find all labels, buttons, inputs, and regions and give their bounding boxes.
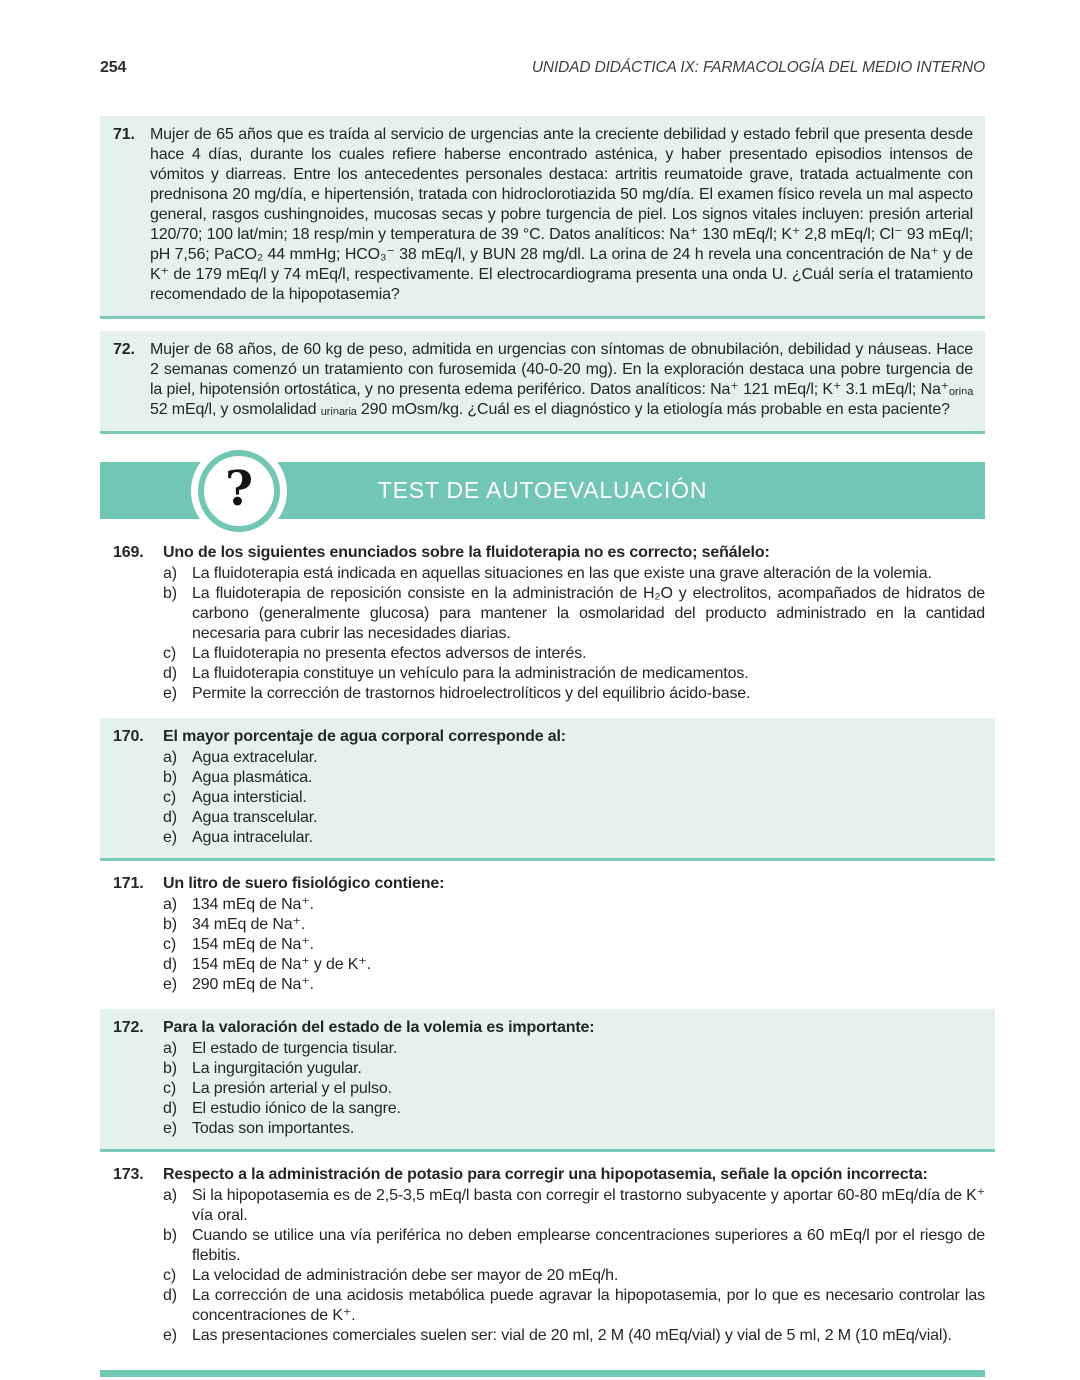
- option-letter: e): [163, 1120, 177, 1137]
- page-number: 254: [100, 59, 127, 76]
- option-letter: d): [163, 1287, 177, 1304]
- question-body: [163, 543, 985, 704]
- option-row: [163, 788, 985, 808]
- option-letter: c): [163, 1267, 177, 1284]
- option-letter: a): [163, 749, 177, 766]
- option-letter: b): [163, 585, 177, 602]
- question-number: 169.: [113, 544, 144, 561]
- option-text: Agua intracelular.: [192, 829, 313, 846]
- option-letter: c): [163, 789, 177, 806]
- option-text: Agua plasmática.: [192, 769, 313, 786]
- question-row: [113, 340, 973, 420]
- option-letter: a): [163, 1187, 177, 1204]
- option-text: La fluidoterapia está indicada en aquellas situaciones en las que existe una grave alteración de la volemia.: [192, 565, 932, 582]
- footer-rule: [100, 1370, 985, 1377]
- option-text: La fluidoterapia no presenta efectos adversos de interés.: [192, 645, 587, 662]
- case-question-71: [100, 116, 985, 319]
- case-question-72: [100, 331, 985, 434]
- self-test-banner: [100, 462, 985, 519]
- question-number: 172.: [113, 1019, 144, 1036]
- option-row: [163, 684, 985, 704]
- question-stem: El mayor porcentaje de agua corporal corresponde al:: [163, 728, 566, 745]
- question-mark-glyph: ?: [225, 460, 253, 517]
- test-question-170: [100, 718, 995, 861]
- option-letter: a): [163, 565, 177, 582]
- option-row: [163, 1226, 985, 1266]
- option-text: Agua intersticial.: [192, 789, 307, 806]
- option-text: La fluidoterapia constituye un vehículo para la administración de medicamentos.: [192, 665, 749, 682]
- option-text: Agua extracelular.: [192, 749, 318, 766]
- option-row: [163, 975, 985, 995]
- option-text: Las presentaciones comerciales suelen ser: vial de 20 ml, 2 M (40 mEq/vial) y vial de 5 ml, 2 M (10 mEq/vial).: [192, 1327, 952, 1344]
- option-text: La fluidoterapia de reposición consiste en la administración de H₂O y electrolitos, acompañados de hidratos de carbono (generalmente glucosa) para mantener la osmolaridad del producto administrado en la cantidad necesaria para cubrir las necesidades diarias.: [192, 585, 985, 642]
- question-body: [163, 874, 985, 995]
- option-row: [163, 1059, 985, 1079]
- option-letter: b): [163, 1060, 177, 1077]
- option-text: Cuando se utilice una vía periférica no deben emplearse concentraciones superiores a 60 mEq/l por el riesgo de flebitis.: [192, 1227, 985, 1264]
- option-text: La ingurgitación yugular.: [192, 1060, 362, 1077]
- option-row: [163, 935, 985, 955]
- question-row: [113, 125, 973, 305]
- option-letter: c): [163, 645, 177, 662]
- banner-title: TEST DE AUTOEVALUACIÓN: [377, 477, 708, 503]
- option-text: La presión arterial y el pulso.: [192, 1080, 392, 1097]
- option-text: Si la hipopotasemia es de 2,5-3,5 mEq/l basta con corregir el trastorno subyacente y aportar 60-80 mEq/día de K⁺ vía oral.: [192, 1187, 985, 1224]
- option-letter: c): [163, 1080, 177, 1097]
- option-text: La velocidad de administración debe ser mayor de 20 mEq/h.: [192, 1267, 619, 1284]
- question-number: 71.: [113, 126, 135, 143]
- option-row: [163, 808, 985, 828]
- option-row: [163, 768, 985, 788]
- option-row: [163, 664, 985, 684]
- option-text: 34 mEq de Na⁺.: [192, 916, 306, 933]
- option-row: [163, 1099, 985, 1119]
- option-text: El estudio iónico de la sangre.: [192, 1100, 401, 1117]
- option-text: Agua transcelular.: [192, 809, 318, 826]
- option-row: [163, 828, 985, 848]
- option-text: Todas son importantes.: [192, 1120, 355, 1137]
- option-letter: e): [163, 1327, 177, 1344]
- option-row: [163, 1186, 985, 1226]
- question-number: 171.: [113, 875, 144, 892]
- test-question-172: [100, 1009, 995, 1152]
- option-row: [163, 895, 985, 915]
- question-stem: Respecto a la administración de potasio para corregir una hipopotasemia, señale la opción incorrecta:: [163, 1166, 928, 1183]
- page-header: [100, 58, 985, 78]
- option-row: [163, 955, 985, 975]
- option-letter: e): [163, 976, 177, 993]
- option-text: Permite la corrección de trastornos hidroelectrolíticos y del equilibrio ácido-base.: [192, 685, 751, 702]
- question-text: Mujer de 68 años, de 60 kg de peso, admitida en urgencias con síntomas de obnubilación, debilidad y náuseas. Hace 2 semanas comenzó un tratamiento con furosemida (40-0-20 mg). En la exploración destaca una pobre turgencia de la piel, hipotensión ortostática, y no presenta edema periférico. Datos analíticos: Na⁺ 121 mEq/l; K⁺ 3.1 mEq/l; Na⁺ₒᵣᵢₙₐ 52 mEq/l, y osmolalidad ᵤᵣᵢₙₐᵣᵢₐ 290 mOsm/kg. ¿Cuál es el diagnóstico y la etiología más probable en esta paciente?: [150, 341, 973, 418]
- test-question-171: [100, 874, 985, 995]
- option-row: [163, 915, 985, 935]
- option-text: 134 mEq de Na⁺.: [192, 896, 314, 913]
- option-letter: d): [163, 665, 177, 682]
- option-row: [163, 1039, 985, 1059]
- question-text: Mujer de 65 años que es traída al servicio de urgencias ante la creciente debilidad y estado febril que presenta desde hace 4 días, durante los cuales refiere haberse encontrado asténica, y haber presentado episodios intensos de vómitos y diarreas. Entre los antecedentes personales destaca: artritis reumatoide grave, tratada actualmente con prednisona 20 mg/día, e hipertensión, tratada con hidroclorotiazida 50 mg/día. El examen físico revela un mal aspecto general, rasgos cushingnoides, mucosas secas y pobre turgencia de piel. Los signos vitales incluyen: presión arterial 120/70; 100 lat/min; 18 resp/min y temperatura de 39 °C. Datos analíticos: Na⁺ 130 mEq/l; K⁺ 2,8 mEq/l; Cl⁻ 93 mEq/l; pH 7,56; PaCO₂ 44 mmHg; HCO₃⁻ 38 mEq/l, y BUN 28 mg/dl. La orina de 24 h revela una concentración de Na⁺ y de K⁺ de 179 mEq/l y 74 mEq/l, respectivamente. El electrocardiograma presenta una onda U. ¿Cuál sería el tratamiento recomendado de la hipopotasemia?: [150, 126, 973, 303]
- test-question-169: [100, 543, 985, 704]
- option-row: [163, 1286, 985, 1326]
- question-body: [163, 1018, 985, 1139]
- option-letter: e): [163, 829, 177, 846]
- option-row: [163, 564, 985, 584]
- option-row: [163, 1326, 985, 1346]
- option-letter: c): [163, 936, 177, 953]
- option-letter: d): [163, 1100, 177, 1117]
- question-mark-icon: [198, 450, 280, 532]
- running-title: UNIDAD DIDÁCTICA IX: FARMACOLOGÍA DEL MEDIO INTERNO: [531, 59, 985, 76]
- option-text: 154 mEq de Na⁺ y de K⁺.: [192, 956, 371, 973]
- option-letter: a): [163, 1040, 177, 1057]
- question-body: [163, 727, 985, 848]
- option-row: [163, 644, 985, 664]
- question-stem: Para la valoración del estado de la volemia es importante:: [163, 1019, 595, 1036]
- option-letter: b): [163, 769, 177, 786]
- option-letter: d): [163, 809, 177, 826]
- option-text: La corrección de una acidosis metabólica puede agravar la hipopotasemia, por lo que es necesario controlar las concentraciones de K⁺.: [192, 1287, 985, 1324]
- question-stem: Uno de los siguientes enunciados sobre la fluidoterapia no es correcto; señálelo:: [163, 544, 770, 561]
- question-number: 170.: [113, 728, 144, 745]
- question-number: 72.: [113, 341, 135, 358]
- option-letter: b): [163, 1227, 177, 1244]
- question-stem: Un litro de suero fisiológico contiene:: [163, 875, 445, 892]
- option-letter: b): [163, 916, 177, 933]
- option-row: [163, 584, 985, 644]
- test-question-173: [100, 1165, 985, 1346]
- option-text: 154 mEq de Na⁺.: [192, 936, 314, 953]
- option-row: [163, 748, 985, 768]
- question-number: 173.: [113, 1166, 144, 1183]
- option-row: [163, 1119, 985, 1139]
- option-letter: d): [163, 956, 177, 973]
- option-row: [163, 1079, 985, 1099]
- option-letter: a): [163, 896, 177, 913]
- option-letter: e): [163, 685, 177, 702]
- option-row: [163, 1266, 985, 1286]
- option-text: 290 mEq de Na⁺.: [192, 976, 314, 993]
- option-text: El estado de turgencia tisular.: [192, 1040, 398, 1057]
- question-body: [163, 1165, 985, 1346]
